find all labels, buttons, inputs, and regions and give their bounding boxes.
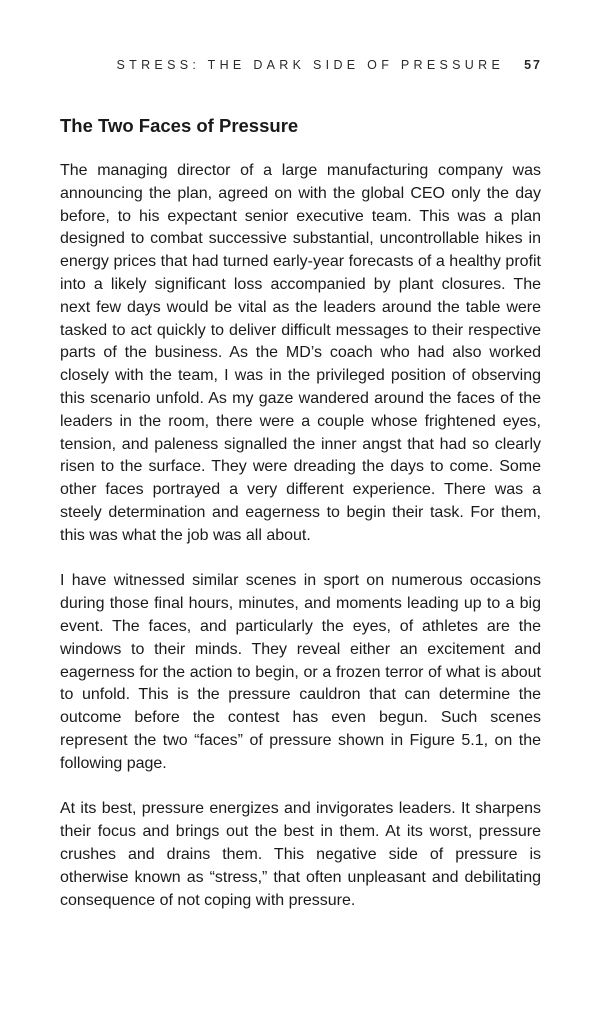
- paragraph: The managing director of a large manufacturing company was announcing the plan, agreed on with the global CEO only the day before, to his expectant senior executive team. This was a plan designed to combat successive substantial, uncontrollable hikes in energy prices that had turned early-year forecasts of a healthy profit into a likely significant loss accompanied by plant closures. The next few days would be vital as the leaders around the table were tasked to act quickly to deliver difficult messages to their respective parts of the business. As the MD’s coach who had also worked closely with the team, I was in the privileged position of observing this scenario unfold. As my gaze wandered around the faces of the leaders in the room, there were a couple whose frightened eyes, tension, and paleness signalled the inner angst that had so clearly risen to the surface. They were dreading the days to come. Some other faces portrayed a very different experience. There was a steely determination and eagerness to begin their task. For them, this was what the job was all about.: [60, 162, 541, 544]
- paragraph: I have witnessed similar scenes in sport on numerous occasions during those final hours, minutes, and moments leading up to a big event. The faces, and particularly the eyes, of athletes are the windows to their minds. They reveal either an excitement and eagerness for the action to begin, or a frozen terror of what is about to unfold. This is the pressure cauldron that can determine the outcome before the contest has even begun. Such scenes represent the two “faces” of pressure shown in Figure 5.1, on the following page.: [60, 572, 541, 772]
- running-header: [60, 57, 542, 73]
- body-text: [60, 160, 541, 935]
- section-heading: The Two Faces of Pressure: [60, 115, 299, 136]
- running-title: STRESS: THE DARK SIDE OF PRESSURE: [116, 58, 505, 72]
- paragraph: At its best, pressure energizes and invigorates leaders. It sharpens their focus and brings out the best in them. At its worst, pressure crushes and drains them. This negative side of pressure is otherwise known as “stress,” that often unpleasant and debilitating consequence of not coping with pressure.: [60, 800, 541, 909]
- page-number: 57: [524, 58, 542, 72]
